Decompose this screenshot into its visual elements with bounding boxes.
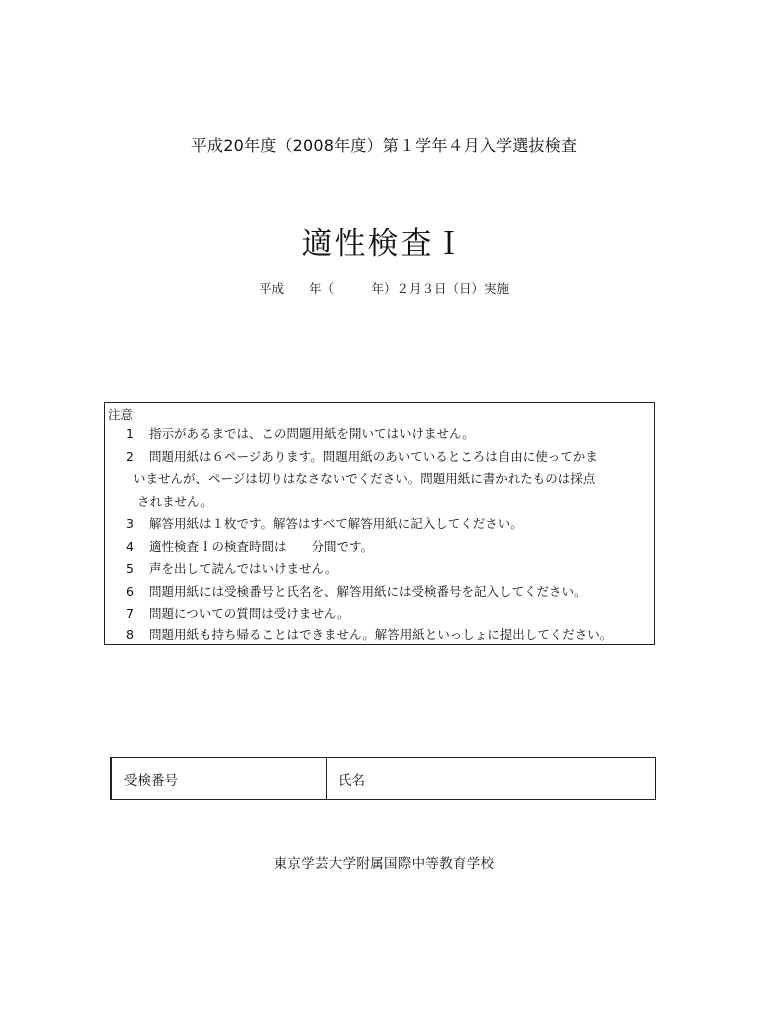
exam-info-table xyxy=(110,757,656,800)
notice-item-number: 1 xyxy=(126,426,134,441)
notice-item-number: 4 xyxy=(126,538,134,554)
notice-item-text: 適性検査Ｉの検査時間は 分間です。 xyxy=(149,538,374,554)
page-title: 適性検査Ｉ xyxy=(301,226,467,262)
notice-item-number: 3 xyxy=(126,516,134,531)
notice-item xyxy=(105,446,654,469)
exam-date-line: 平成 年（ 年）２月３日（日）実施 xyxy=(258,281,509,296)
exam-number-label: 受検番号 xyxy=(124,772,178,789)
notice-item xyxy=(105,558,654,581)
notice-item-text: 声を出して読んではいけません。 xyxy=(149,561,338,576)
notice-item-continuation: いませんが、ページは切りはなさないでください。問題用紙に書かれたものは採点 xyxy=(133,471,596,486)
notice-item-number: 2 xyxy=(126,448,134,464)
exam-number-field[interactable] xyxy=(112,758,327,799)
notice-item-text: 解答用紙は１枚です。解答はすべて解答用紙に記入してください。 xyxy=(149,516,523,531)
notice-item xyxy=(105,536,654,559)
notice-item-number: 6 xyxy=(126,583,134,599)
notice-item xyxy=(105,624,654,647)
notice-item xyxy=(105,581,654,604)
notice-item xyxy=(105,603,654,626)
notice-item-number: 8 xyxy=(126,627,134,642)
notice-item-number: 7 xyxy=(126,606,134,621)
notice-item-text: 指示があるまでは、この問題用紙を開いてはいけません。 xyxy=(149,426,475,441)
notice-item-continuation: されません。 xyxy=(137,493,213,509)
name-field[interactable] xyxy=(327,758,655,799)
school-name: 東京学芸大学附属国際中等教育学校 xyxy=(273,856,495,872)
notice-item-text: 問題用紙も持ち帰ることはできません。解答用紙といっしょに提出してください。 xyxy=(149,627,613,642)
notice-item-number: 5 xyxy=(126,561,134,576)
notice-item-text: 問題用紙は６ページあります。問題用紙のあいているところは自由に使ってかま xyxy=(149,448,598,464)
notice-item-text: 問題用紙には受検番号と氏名を、解答用紙には受検番号を記入してください。 xyxy=(149,583,587,599)
notice-box xyxy=(104,402,655,645)
notice-item xyxy=(105,513,654,536)
notice-heading: 注意 xyxy=(108,407,134,422)
exam-subtitle: 平成20年度（2008年度）第１学年４月入学選抜検査 xyxy=(190,136,578,155)
notice-item xyxy=(105,423,654,446)
name-label: 氏名 xyxy=(338,772,365,789)
notice-item-text: 問題についての質問は受けません。 xyxy=(149,606,350,621)
